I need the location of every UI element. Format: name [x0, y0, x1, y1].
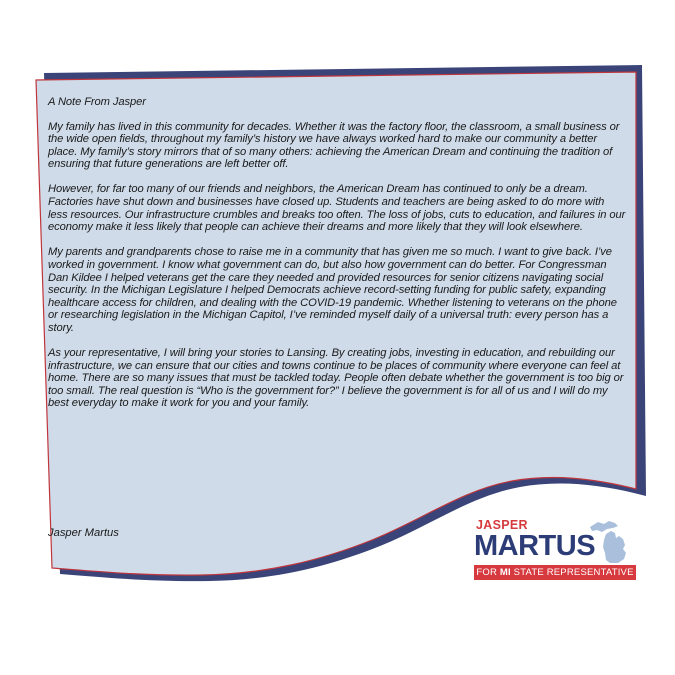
banner-prefix: FOR [476, 567, 500, 578]
letter-body [48, 96, 626, 422]
letter-paragraph-4: As your representative, I will bring your stories to Lansing. By creating jobs, investing in education, and rebuilding our infrastructure, we can ensure that our cities and towns continue to be places of community where everyone can feel at home. There are so many issues that must be tackled today. People often debate whether the government is too big or too small. The real question is “Who is the government for?” I believe the government is for all of us and I will do my best everyday to make it work for you and your family. [48, 347, 624, 410]
letter-heading: A Note From Jasper [48, 96, 146, 108]
banner-state: MI [499, 567, 511, 578]
logo-banner [474, 565, 636, 580]
letter-paragraph-3: My parents and grandparents chose to raise me in a community that has given me so much. I want to give back. I’ve worked in government. I know what government can do, but also how government can do better. For Congressman Dan Kildee I helped veterans get the care they needed and provided resources for senior citizens navigating social security. In the Michigan Legislature I helped Democrats achieve record-setting funding for public safety, expanding healthcare access for children, and dealing with the COVID-19 pandemic. Whether listening to veterans on the phone or researching legislation in the Michigan Capitol, I’ve reminded myself daily of a universal truth: every person has a story. [48, 246, 617, 334]
banner-suffix: STATE REPRESENTATIVE [510, 567, 634, 578]
campaign-logo [470, 518, 640, 588]
logo-first-name: JASPER [476, 518, 528, 532]
michigan-map-icon [588, 518, 632, 564]
letter-signature: Jasper Martus [48, 527, 119, 539]
letter-paragraph-1: My family has lived in this community for decades. Whether it was the factory floor, the classroom, a small business or the wide open fields, throughout my family’s history we have always worked hard to make our community a better place. My family’s story mirrors that of so many others: achieving the American Dream and continuing the tradition of ensuring that future generations are left better off. [48, 120, 620, 171]
logo-last-name: MARTUS [474, 530, 596, 562]
letter-paragraph-2: However, for far too many of our friends and neighbors, the American Dream has continued to only be a dream. Factories have shut down and businesses have closed up. Students and teachers are being asked to do more with less resources. Our infrastructure crumbles and breaks too often. The loss of jobs, cuts to education, and failures in our economy make it less likely that people can achieve their dreams and more likely that they will look elsewhere. [48, 183, 626, 234]
